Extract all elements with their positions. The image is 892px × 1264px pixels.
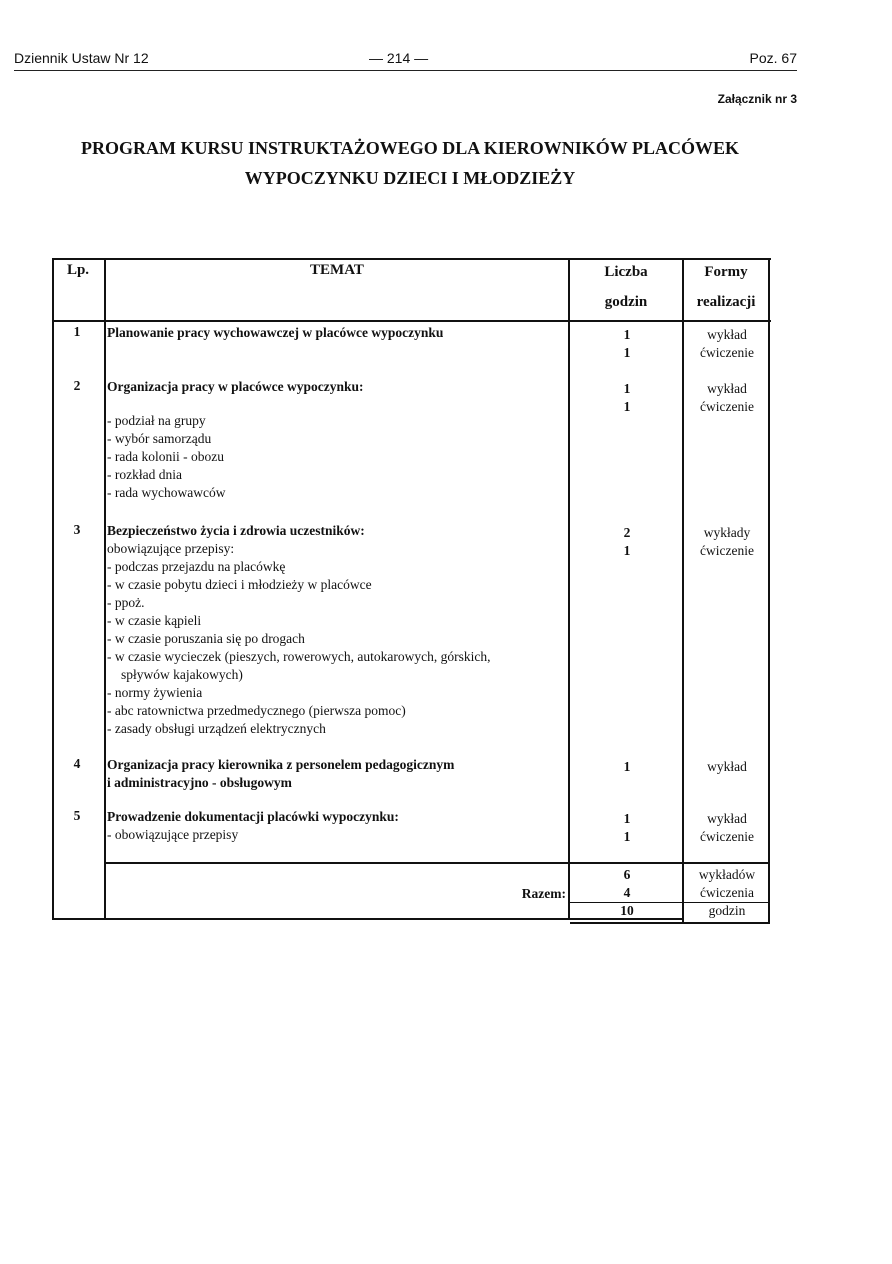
row-2-hours (572, 380, 682, 416)
total-hours-lectures: 6 (623, 867, 631, 882)
page-header (14, 48, 797, 71)
form-value: ćwiczenie (700, 345, 754, 360)
row-1-forms (685, 326, 769, 362)
hours-column-divider (682, 258, 684, 924)
total-bottom-divider (570, 922, 770, 924)
title-line-2: WYPOCZYNKU DZIECI I MŁODZIEŻY (244, 168, 576, 188)
row-3-number: 3 (73, 522, 81, 537)
hours-value: 1 (623, 327, 631, 342)
hours-value: 1 (623, 543, 631, 558)
row-3-item: obowiązujące przepisy: (107, 541, 235, 556)
journal-name: Dziennik Ustaw Nr 12 (14, 50, 149, 66)
header-hours-1: Liczba (604, 264, 648, 280)
topic-column-divider (568, 258, 570, 920)
total-form-exercises: ćwiczenia (700, 885, 754, 900)
row-2-item: - rada wychowawców (107, 485, 226, 500)
total-divider (104, 862, 770, 864)
total-form-lectures: wykładów (698, 867, 756, 882)
row-3-item: - abc ratownictwa przedmedycznego (pierwsza pomoc) (107, 703, 406, 718)
form-value: wykład (707, 759, 747, 774)
row-3-hours (572, 524, 682, 560)
row-4-topic (107, 756, 567, 792)
row-4-hours (572, 758, 682, 776)
header-forms-1: Formy (704, 264, 748, 280)
position-number: Poz. 67 (749, 50, 797, 66)
row-2-item: - rada kolonii - obozu (107, 449, 224, 464)
header-lp: Lp. (66, 262, 90, 278)
hours-value: 1 (623, 399, 631, 414)
row-5-number: 5 (73, 808, 81, 823)
row-3-item: - w czasie poruszania się po drogach (107, 631, 305, 646)
row-1-topic (107, 324, 567, 342)
row-3-item: - w czasie pobytu dzieci i młodzieży w placówce (107, 577, 372, 592)
total-forms (685, 866, 769, 920)
hours-value: 2 (623, 525, 631, 540)
row-3-item: spływów kajakowych) (121, 667, 243, 682)
row-3-item: - ppoż. (107, 595, 145, 610)
annex-label: Załącznik nr 3 (717, 92, 797, 106)
header-hours-2: godzin (604, 294, 648, 310)
row-3-item: - podczas przejazdu na placówkę (107, 559, 286, 574)
row-4-number: 4 (73, 756, 81, 771)
row-5-hours (572, 810, 682, 846)
form-value: wykład (707, 381, 747, 396)
hours-value: 1 (623, 345, 631, 360)
form-value: ćwiczenie (700, 543, 754, 558)
row-1-hours (572, 326, 682, 362)
row-4-title-cont: i administracyjno - obsługowym (107, 775, 292, 790)
total-form-sum: godzin (708, 903, 746, 918)
form-value: wykład (707, 327, 747, 342)
row-5-item: - obowiązujące przepisy (107, 827, 239, 842)
total-hours-exercises: 4 (623, 885, 631, 900)
hours-value: 1 (623, 829, 631, 844)
row-3-item: - zasady obsługi urządzeń elektrycznych (107, 721, 326, 736)
hours-value: 1 (623, 811, 631, 826)
row-2-number: 2 (73, 378, 81, 393)
row-4-forms (685, 758, 769, 776)
row-1-title: Planowanie pracy wychowawczej w placówce wypoczynku (107, 325, 444, 340)
row-3-title: Bezpieczeństwo życia i zdrowia uczestników: (107, 523, 365, 538)
row-3-item: - w czasie kąpieli (107, 613, 202, 628)
row-4-title: Organizacja pracy kierownika z personelem pedagogicznym (107, 757, 455, 772)
form-value: ćwiczenie (700, 829, 754, 844)
row-3-item: - w czasie wycieczek (pieszych, rowerowych, autokarowych, górskich, (107, 649, 491, 664)
header-divider (52, 320, 771, 322)
course-program-table (52, 258, 771, 924)
row-5-title: Prowadzenie dokumentacji placówki wypoczynku: (107, 809, 399, 824)
form-value: wykłady (703, 525, 751, 540)
total-label: Razem: (521, 886, 566, 901)
page-number: — 214 — (369, 50, 429, 66)
row-3-item: - normy żywienia (107, 685, 203, 700)
row-2-topic (107, 378, 567, 502)
row-2-item: - rozkład dnia (107, 467, 182, 482)
lp-column-divider (104, 258, 106, 920)
header-forms-2: realizacji (696, 294, 756, 310)
row-2-item: - wybór samorządu (107, 431, 212, 446)
form-value: ćwiczenie (700, 399, 754, 414)
title-line-1: PROGRAM KURSU INSTRUKTAŻOWEGO DLA KIEROWNIKÓW PLACÓWEK (81, 138, 739, 158)
form-value: wykład (707, 811, 747, 826)
row-2-item: - podział na grupy (107, 413, 206, 428)
document-title (40, 133, 780, 193)
row-3-topic (107, 522, 567, 738)
table-border-top (52, 258, 771, 260)
row-1-number: 1 (73, 324, 81, 339)
row-2-forms (685, 380, 769, 416)
hours-value: 1 (623, 381, 631, 396)
hours-value: 1 (623, 759, 631, 774)
row-2-title: Organizacja pracy w placówce wypoczynku: (107, 379, 364, 394)
row-5-topic (107, 808, 567, 844)
header-topic: TEMAT (310, 262, 364, 278)
total-hours (572, 866, 682, 920)
total-hours-sum: 10 (620, 903, 634, 918)
row-3-forms (685, 524, 769, 560)
row-5-forms (685, 810, 769, 846)
